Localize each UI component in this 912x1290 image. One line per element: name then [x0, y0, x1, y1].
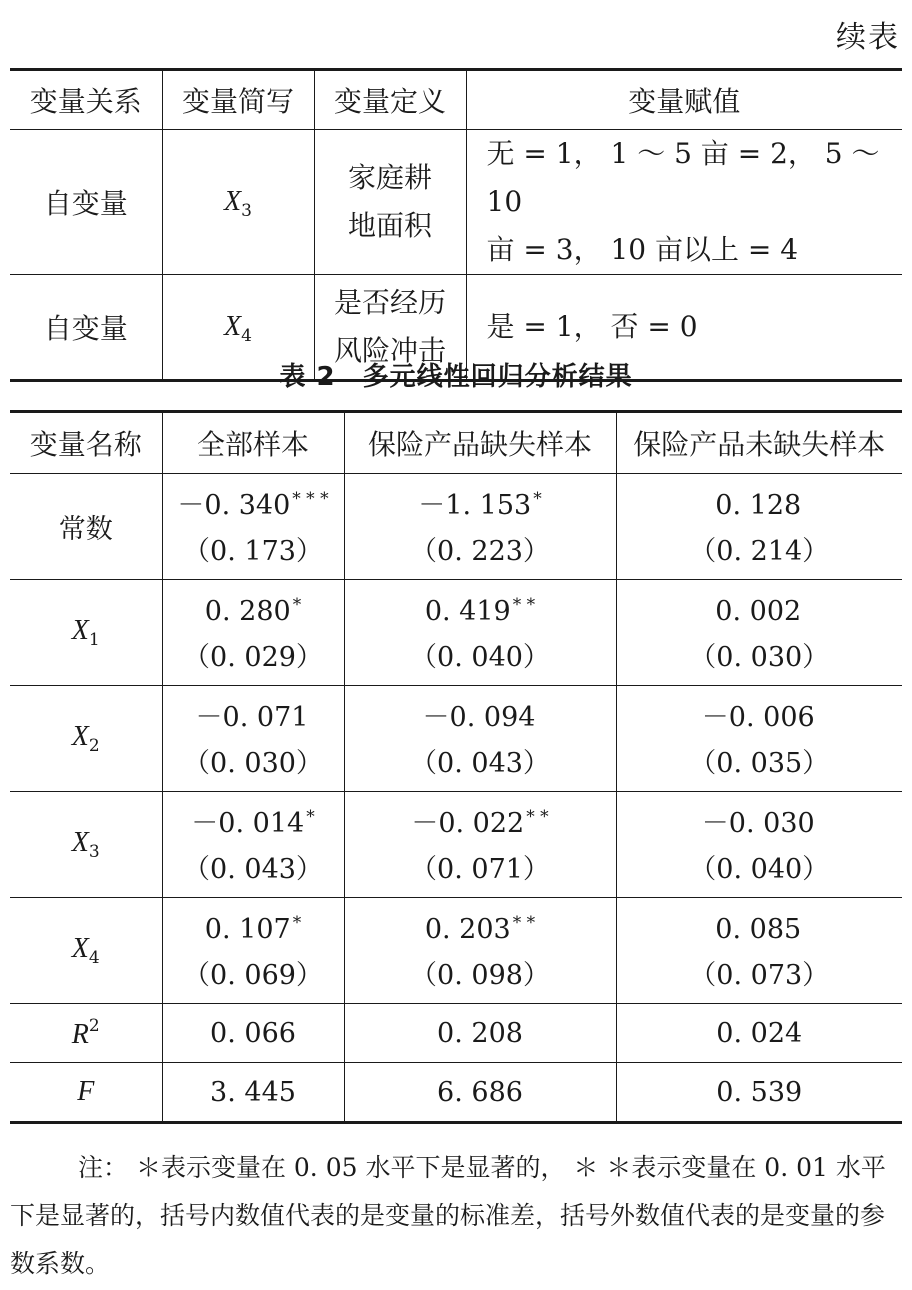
coefficient: －0. 094 — [422, 702, 536, 733]
full-sample-stat: 0. 066 — [162, 1004, 344, 1063]
relation-cell: 自变量 — [10, 275, 162, 381]
header-definition: 变量定义 — [314, 70, 466, 130]
var-subscript: 1 — [88, 630, 100, 650]
table-row — [10, 474, 902, 580]
nonmissing-sample-cell — [616, 474, 902, 580]
table-row — [10, 580, 902, 686]
full-sample-stat: 3. 445 — [162, 1063, 344, 1123]
nonmissing-sample-cell — [616, 580, 902, 686]
table-row — [10, 1063, 902, 1123]
coefficient: 0. 419 — [424, 596, 511, 627]
standard-error: （0. 030） — [689, 642, 830, 673]
variable-name-cell — [10, 792, 162, 898]
standard-error: （0. 173） — [183, 536, 323, 567]
table-row — [10, 792, 902, 898]
var-letter: X — [71, 933, 89, 964]
full-sample-cell — [162, 474, 344, 580]
var-letter: X — [224, 185, 242, 217]
full-sample-cell — [162, 898, 344, 1004]
standard-error: （0. 073） — [689, 960, 830, 991]
table2-caption: 表 2 多元线性回归分析结果 — [279, 362, 633, 392]
significance-stars: * — [292, 595, 302, 615]
missing-sample-cell — [344, 686, 616, 792]
var-subscript: 4 — [88, 948, 100, 968]
significance-stars: * * * — [292, 489, 329, 509]
coefficient: －0. 030 — [701, 808, 815, 839]
assignment-line: 是 = 1， 否 = 0 — [486, 310, 698, 343]
coefficient: －1. 153 — [418, 490, 532, 521]
standard-error: （0. 214） — [689, 536, 830, 567]
definition-line: 风险冲击 — [333, 334, 446, 367]
significance-stars: * * — [512, 913, 536, 933]
standard-error: （0. 043） — [183, 854, 323, 885]
coefficient: －0. 014 — [191, 808, 305, 839]
var-letter: X — [224, 310, 242, 342]
missing-sample-cell — [344, 898, 616, 1004]
variable-name-cell — [10, 686, 162, 792]
definition-line: 是否经历 — [333, 286, 446, 319]
full-sample-cell — [162, 792, 344, 898]
statistic-name-cell — [10, 1063, 162, 1123]
nonmissing-sample-cell — [616, 792, 902, 898]
standard-error: （0. 035） — [689, 748, 830, 779]
missing-sample-stat: 0. 208 — [344, 1004, 616, 1063]
missing-sample-cell — [344, 580, 616, 686]
stat-letter: R — [71, 1018, 89, 1050]
var-subscript: 3 — [88, 842, 100, 862]
missing-sample-cell — [344, 792, 616, 898]
abbr-cell — [162, 130, 314, 275]
definition-line: 家庭耕 — [347, 161, 432, 194]
coefficient: 0. 128 — [715, 490, 802, 521]
table-row — [10, 1004, 902, 1063]
standard-error: （0. 223） — [410, 536, 550, 567]
missing-sample-cell — [344, 474, 616, 580]
coefficient: －0. 340 — [177, 490, 291, 521]
standard-error: （0. 040） — [410, 642, 550, 673]
standard-error: （0. 098） — [410, 960, 550, 991]
significance-stars: * — [306, 807, 315, 827]
continued-label: 续表 — [836, 20, 900, 55]
table-row — [10, 898, 902, 1004]
missing-sample-stat: 6. 686 — [344, 1063, 616, 1123]
var-letter: X — [71, 721, 89, 752]
assignment-line: 无 = 1， 1 ～ 5 亩 = 2， 5 ～ 10 — [486, 137, 880, 218]
definition-cell — [314, 130, 466, 275]
header-missing-sample: 保险产品缺失样本 — [344, 412, 616, 474]
table-row — [10, 130, 902, 275]
coefficient: －0. 006 — [701, 702, 815, 733]
stat-superscript: 2 — [88, 1015, 100, 1036]
variable-definition-table — [10, 68, 902, 382]
significance-stars: * — [533, 489, 542, 509]
significance-stars: * * — [512, 595, 536, 615]
standard-error: （0. 069） — [183, 960, 323, 991]
header-variable-name: 变量名称 — [10, 412, 162, 474]
variable-name-cell — [10, 580, 162, 686]
table-row — [10, 686, 902, 792]
table-note: 注： ＊表示变量在 0. 05 水平下是显著的， ＊ ＊表示变量在 0. 01 水平下是显著的，括号内数值代表的是变量的标准差，括号外数值代表的是变量的参数系数。 — [10, 1153, 886, 1278]
nonmissing-sample-stat: 0. 024 — [616, 1004, 902, 1063]
standard-error: （0. 029） — [183, 642, 323, 673]
standard-error: （0. 030） — [183, 748, 323, 779]
significance-stars: * * — [526, 807, 549, 827]
nonmissing-sample-cell — [616, 898, 902, 1004]
table-header-row — [10, 412, 902, 474]
full-sample-cell — [162, 686, 344, 792]
assignment-line: 亩 = 3， 10 亩以上 = 4 — [486, 233, 799, 266]
header-full-sample: 全部样本 — [162, 412, 344, 474]
var-letter: X — [71, 615, 89, 646]
var-subscript: 4 — [241, 325, 252, 346]
standard-error: （0. 071） — [410, 854, 550, 885]
assignment-cell — [466, 130, 902, 275]
coefficient: 0. 280 — [204, 596, 291, 627]
var-subscript: 2 — [88, 736, 100, 756]
header-abbr: 变量简写 — [162, 70, 314, 130]
header-assignment: 变量赋值 — [466, 70, 902, 130]
header-nonmissing-sample: 保险产品未缺失样本 — [616, 412, 902, 474]
full-sample-cell — [162, 580, 344, 686]
var-letter: X — [71, 827, 89, 858]
standard-error: （0. 043） — [410, 748, 550, 779]
table-header-row — [10, 70, 902, 130]
definition-line: 地面积 — [347, 209, 432, 242]
statistic-name-cell — [10, 1004, 162, 1063]
standard-error: （0. 040） — [689, 854, 830, 885]
coefficient: 0. 203 — [424, 914, 511, 945]
nonmissing-sample-cell — [616, 686, 902, 792]
header-relation: 变量关系 — [10, 70, 162, 130]
variable-name-cell — [10, 898, 162, 1004]
variable-name-cell: 常数 — [10, 474, 162, 580]
regression-results-table — [10, 410, 902, 1124]
coefficient: 0. 107 — [204, 914, 291, 945]
coefficient: －0. 071 — [195, 702, 309, 733]
coefficient: 0. 085 — [715, 914, 802, 945]
nonmissing-sample-stat: 0. 539 — [616, 1063, 902, 1123]
coefficient: －0. 022 — [411, 808, 525, 839]
coefficient: 0. 002 — [715, 596, 802, 627]
var-subscript: 3 — [241, 200, 252, 221]
stat-letter: F — [77, 1076, 95, 1107]
significance-stars: * — [292, 913, 302, 933]
relation-cell: 自变量 — [10, 130, 162, 275]
